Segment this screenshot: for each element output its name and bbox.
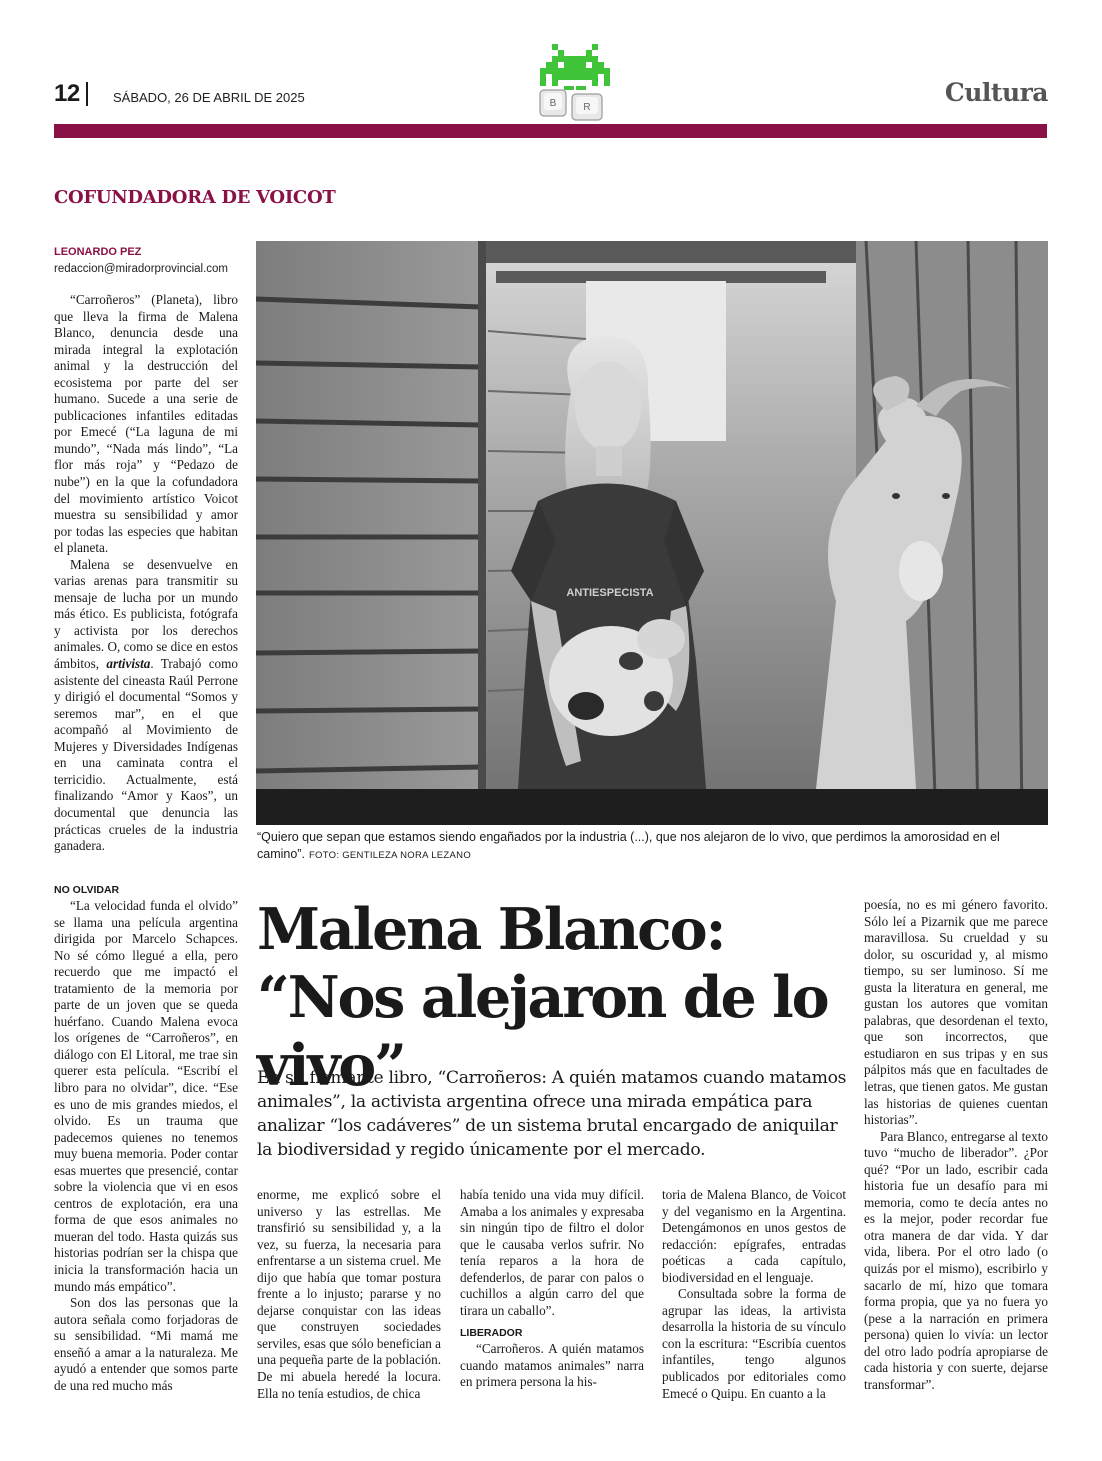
paragraph: Malena se desenvuelve en varias arenas para transmitir su mensaje de lucha por un mundo más ético. Es publicista, fotógrafa y activista por los derechos animales. O, como se dice en estos ámbitos, artivista. Trabajó como asistente del cineasta Raúl Perrone y dirigió el documental “Somos y seremos mar”, en el que acompañó al Movimiento de Mujeres y Diversidades Indígenas en una caminata contra el terricidio. Actualmente, está finalizando “Amor y Kaos”, un documental que denuncia las prácticas crueles de la industria ganadera. [54,556,238,854]
page-number: 12 [54,80,80,107]
paragraph: Son dos las personas que la autora señala como forjadoras de su sensibilidad. “Mi mamá me enseñó a amar a la naturaleza. Me ayudó a entender que somos parte de una red mucho más [54,1295,238,1393]
space-invader-icon [540,44,610,90]
section-name: Cultura [944,78,1048,107]
keyboard-key-r [572,94,602,120]
article-photo [256,241,1048,825]
wooden-wall-left [256,241,486,825]
paragraph: “Carroñeros” (Planeta), libro que lleva la firma de Malena Blanco, denuncia desde una mirada integral la explotación animal y la destrucción del ecosistema por parte del ser humano. Sucede a una serie de publicaciones infantiles editadas por Emecé (“La laguna de mi mundo”, “Nada más lindo”, “La flor más roja” y “Pedazo de nube”) en la que la cofundadora del movimiento artístico Voicot muestra su sensibilidad y amor por todas las especies que habitan el planeta. [54,292,238,556]
paragraph: toria de Malena Blanco, de Voicot y del veganismo en la Argentina. Detengámonos en unos gestos de redacción: epígrafes, entradas poéticas a cada capítulo, biodiversidad en el lenguaje. [662,1187,846,1285]
body-column-left-bottom [54,880,238,1394]
emphasis-artivista: artivista [106,656,151,672]
section-rule [54,124,1047,138]
lede: En su flamante libro, “Carroñeros: A quién matamos cuando matamos animales”, la activista argentina ofrece una mirada empática para analizar “los cadáveres” de un sistema brutal encargado de aniquilar la biodiversidad y regido únicamente por el mercado. [257,1068,847,1160]
header-divider [86,82,88,106]
author-email: redaccion@miradorprovincial.com [54,263,229,275]
body-column-2 [460,1187,644,1391]
body-column-right [864,897,1048,1393]
issue-date: SÁBADO, 26 DE ABRIL DE 2025 [113,90,305,105]
author-name: LEONARDO PEZ [54,246,142,258]
headline: Malena Blanco: “Nos alejaron de lo vivo” [257,896,828,1099]
newspaper-logo [536,38,616,122]
paragraph: poesía, no es mi género favorito. Sólo leí a Pizarnik que me parece maravillosa. Su crueldad y su dolor, su oscuridad y, al mismo tiempo, su ser luminoso. Sí me gusta la literatura en general, me gustan los autores que vomitan palabras, que desordenan el texto, que son incorrectos, que estudiaron en sus tripas y en sus pálpitos más que en facultades de letras, que tienen gatos. Me gustan las historias de quienes cuentan historias”. [864,897,1048,1128]
keyboard-key-b [540,90,566,116]
kicker: COFUNDADORA DE VOICOT [54,187,336,208]
paragraph: había tenido una vida muy difícil. Amaba a los animales y expresaba sin ningún tipo de filtro el dolor que le causaba verlos sufrir. No tenía reparos a la hora de defenderlos, de parar con palos o cuchillos a algún carro del que tirara un caballo”. [460,1187,644,1318]
paragraph: “La velocidad funda el olvido” se llama una película argentina dirigida por Marcelo Schapces. No sé cómo llegué a ella, pero recuerdo que me impactó el tratamiento de la memoria por parte de un joven que se queda huérfano. Cuando Malena evoca los orígenes de “Carroñeros”, en diálogo con El Litoral, me trae sin querer esta película. “Escribí el libro para no olvidar”, dice. “Ese es uno de mis grandes miedos, el olvido. Es un trauma que padecemos quienes no tenemos muy buena memoria. Poder contar esas muertes que presencié, contar sobre la violencia que vi en esos centros de explotación, era una forma de que esos animales no mueran del todo. Hasta quizás sus historias podrían ser la chispa que inicia la transformación hacia un mundo más empático”. [54,898,238,1294]
body-column-left-top [54,292,238,855]
paragraph: “Carroñeros. A quién matamos cuando matamos animales” narra en primera persona la his- [460,1341,644,1390]
shirt-text: ANTIESPECISTA [566,587,654,599]
paragraph: Consultada sobre la forma de agrupar las ideas, la artivista desarrolla la historia de su vínculo con la escritura: “Escribía cuentos infantiles, tengo algunos publicados por editoriales como Emecé o Quipu. En cuanto a la [662,1286,846,1401]
key-r-label: R [583,102,591,113]
caption-text: “Quiero que sepan que estamos siendo engañados por la industria (...), que nos alejaron de lo vivo, que perdimos la amorosidad en el camino”. [257,830,1000,861]
body-column-3 [662,1187,846,1402]
subhead-no-olvidar: NO OLVIDAR [54,884,120,896]
photo-caption [257,829,1047,864]
subhead-liberador: LIBERADOR [460,1327,523,1340]
body-column-1 [257,1187,441,1402]
photo-credit: FOTO: GENTILEZA NORA LEZANO [308,849,472,861]
paragraph: Para Blanco, entregarse al texto tuvo “mucho de liberador”. ¿Por qué? “Por un lado, escribir cada historia fue un desafío para mi memoria, como te decía antes no es la mejor, poder recordar fue otra manera de dar vida. Y dar vida, libera. Por el otro lado (o quizás por el mismo), escribirlo y sacarlo de mí, hizo que tomara forma propia, que ya no fuera yo (pese a la narración en primera persona) quien lo vivía: un lector del otro lado podría apropiarse de cada historia y con suerte, dejarse transformar”. [864,1128,1048,1392]
key-b-label: B [549,98,557,109]
paragraph: enorme, me explicó sobre el universo y las estrellas. Me transfirió su sensibilidad y, a la vez, su fuerza, la necesaria para enfrentarse a un sistema cruel. Me dijo que había que tomar postura frente a lo injusto; pararse y no dejarse conquistar con las ideas que construyen sociedades serviles, esas que sólo benefician a una pequeña parte de la población. De mi abuela heredé la locura. Ella no tenía estudios, de chica [257,1187,441,1401]
